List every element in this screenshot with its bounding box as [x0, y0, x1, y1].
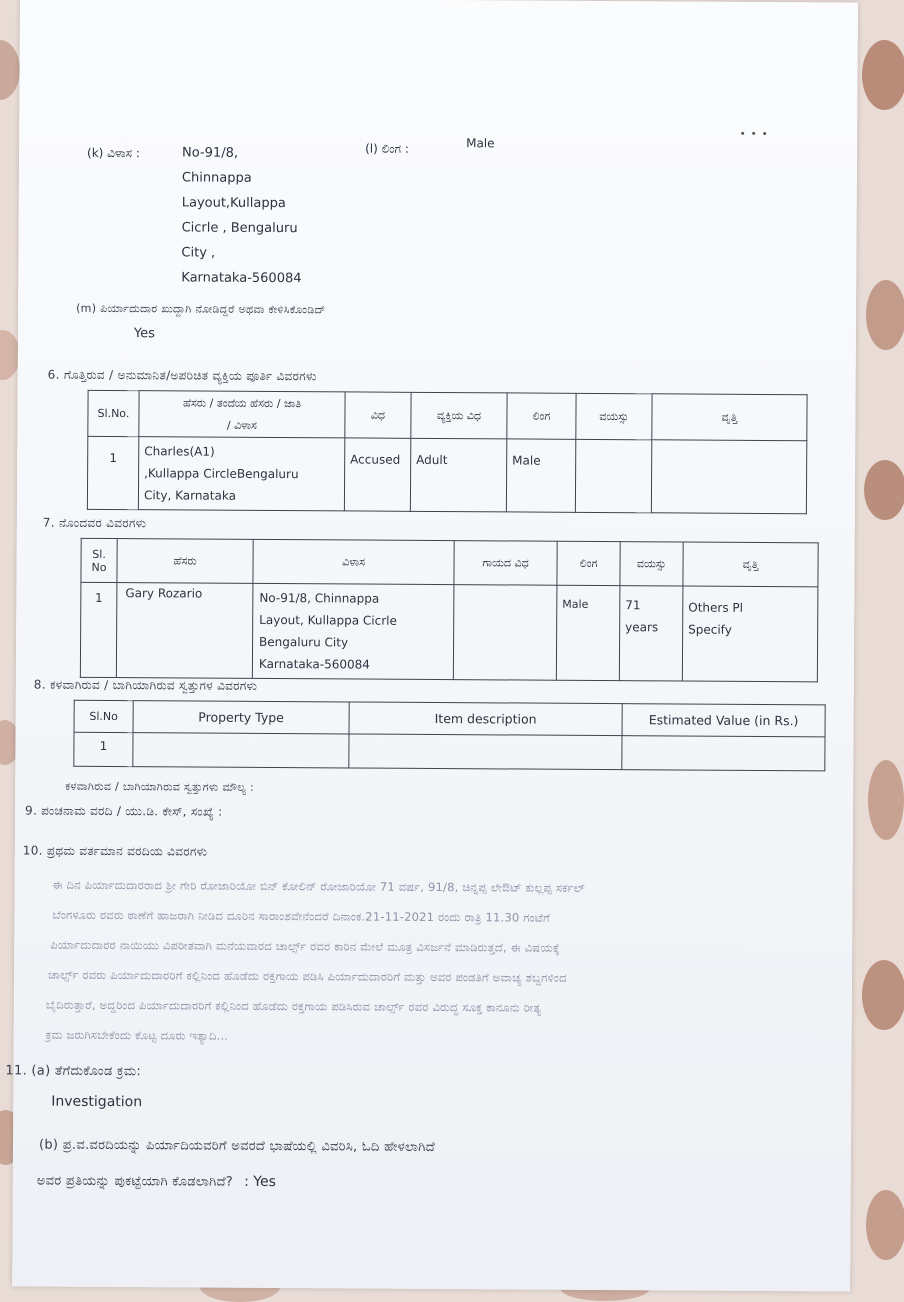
witness-question: (m) ಪಿರ್ಯಾದುದಾರ ಖುದ್ದಾಗಿ ನೋಡಿದ್ದರೆ ಅಥವಾ ಕೇಳಿಸಿಕೊಂಡಿದ್	[76, 301, 326, 317]
cell-name-line: ,Kullappa CircleBengaluru	[144, 466, 299, 482]
cell-age-line: years	[625, 620, 659, 635]
cell-gender: Male	[506, 439, 575, 512]
address-line: No-91/8,	[182, 145, 239, 161]
cell-occupation-line: Specify	[688, 622, 732, 637]
col-slno: Sl.No.	[88, 390, 139, 436]
section10-heading: 10. ಪ್ರಥಮ ವರ್ತಮಾನ ವರದಿಯ ವಿವರಗಳು	[22, 843, 208, 859]
address-line: Chinnappa	[181, 170, 252, 186]
cell-injury	[453, 585, 557, 681]
col-slno-line2: No	[91, 560, 107, 574]
section7-heading: 7. ನೊಂದವರ ವಿವರಗಳು	[42, 515, 147, 531]
col-age: ವಯಸ್ಸು	[620, 542, 683, 586]
gender-value: Male	[466, 136, 495, 151]
property-total-label: ಕಳವಾಗಿರುವ / ಬಾಗಿಯಾಗಿರುವ ಸ್ವತ್ತುಗಳು ಮೌಲ್ಯ :	[65, 779, 255, 794]
cell-age	[575, 439, 651, 512]
cell-slno: 1	[74, 732, 133, 766]
cell-age-line: 71	[625, 598, 641, 613]
cell-address-line: Layout, Kullappa Cicrle	[259, 612, 397, 628]
col-occupation: ವೃತ್ತಿ	[652, 394, 807, 441]
table-row	[87, 436, 806, 513]
fir-narrative-line: ಬೆಂಗಳೂರು ರವರು ಠಾಣೆಗೆ ಹಾಜರಾಗಿ ನೀಡಿದ ದೂರಿನ ಸಾರಾಂಶವೇನೆಂದರೆ ದಿನಾಂಕ.21-11-2021 ರಂದು ರಾತ್ರಿ 11.30 ಗಂಟೆಗೆ	[52, 907, 550, 925]
address-line: Cicrle , Bengaluru	[181, 220, 298, 237]
cell-item-description	[349, 734, 622, 770]
col-gender: ಲಿಂಗ	[507, 393, 576, 439]
cell-gender: Male	[556, 585, 620, 680]
cell-estimated-value	[622, 736, 825, 771]
speck-marks	[741, 120, 774, 139]
action-taken-value: Investigation	[51, 1093, 143, 1111]
cell-address	[252, 583, 454, 679]
col-name-line1: ಹೆಸರು / ತಂದೆಯ ಹೆಸರು / ಜಾತಿ	[182, 395, 302, 410]
address-block	[181, 140, 302, 291]
cell-name: Gary Rozario	[116, 583, 253, 679]
col-age: ವಯಸ್ಸು	[576, 393, 652, 439]
cell-address-line: Bengaluru City	[259, 634, 349, 650]
section11a-label: 11. (a) ತೆಗೆದುಕೊಂಡ ಕ್ರಮ:	[5, 1063, 142, 1080]
col-injury: ಗಾಯದ ವಿಧ	[454, 541, 557, 586]
property-table	[73, 700, 825, 772]
cell-property-type	[133, 733, 349, 768]
accused-table	[87, 390, 808, 514]
col-gender: ಲಿಂಗ	[557, 541, 620, 585]
cell-occupation-line: Others Pl	[688, 600, 744, 615]
cell-slno: 1	[80, 582, 117, 677]
fir-narrative-line: ಕ್ರಮ ಜರುಗಿಸಬೇಕೆಂದು ಕೊಟ್ಟ ದೂರು ಇತ್ಯಾದಿ...	[45, 1027, 229, 1043]
cell-name	[138, 437, 344, 511]
col-slno: Sl.No	[74, 700, 133, 732]
table-row	[80, 582, 818, 682]
address-line: City ,	[181, 245, 216, 261]
gender-label: (l) ಲಿಂಗ :	[365, 141, 409, 156]
col-name-line2: / ವಿಳಾಸ	[226, 418, 257, 432]
cell-name-line: City, Karnataka	[143, 488, 237, 503]
col-name: ಹೆಸರು	[117, 539, 253, 584]
fir-narrative-line: ಬೈದಿರುತ್ತಾರೆ, ಅದ್ದರಿಂದ ಪಿರ್ಯಾದುದಾರರಿಗೆ ಕಲ್ಲಿನಿಂದ ಹೊಡೆದು ರಕ್ತಗಾಯ ಪಡಿಸಿರುವ ಚಾರ್ಲ್ಸ್ ರವರ ವಿರುದ್ಧ ಸೂಕ್ತ ಕಾನೂನು ರೀತ್ಯ	[45, 997, 542, 1015]
col-address: ವಿಳಾಸ	[253, 539, 454, 584]
section11b-line2-wrap	[37, 1170, 276, 1190]
cell-occupation	[651, 440, 806, 514]
cell-name-line: Charles(A1)	[144, 444, 215, 459]
witness-answer: Yes	[133, 326, 156, 342]
section9-label: 9. ಪಂಚನಾಮ ವರದಿ / ಯು.ಡಿ. ಕೇಸ್, ಸಂಖ್ಯೆ :	[24, 803, 223, 819]
address-label: (k) ವಿಳಾಸ :	[87, 145, 140, 161]
col-estimated-value: Estimated Value (in Rs.)	[622, 704, 825, 737]
col-type: ವಿಧ	[345, 392, 411, 438]
fir-narrative-line: ಚಾರ್ಲ್ಸ್ ರವರು ಪಿರ್ಯಾದುದಾರರಿಗೆ ಕಲ್ಲಿನಿಂದ ಹೊಡೆದು ರಕ್ತಗಾಯ ಪಡಿಸಿ ಪಿರ್ಯಾದುದಾರರಿಗೆ ಮತ್ತು ಅವರ ಪಂಡತಿಗೆ ಅವಾಚ್ಯ ಶಬ್ದಗಳಿಂದ	[47, 967, 567, 985]
cell-age	[619, 586, 683, 681]
section6-heading: 6. ಗೊತ್ತಿರುವ / ಅನುಮಾನಿತ/ಅಪರಿಚಿತ ವ್ಯಕ್ತಿಯ ಪೂರ್ತಿ ವಿವರಗಳು	[47, 367, 317, 384]
section11b-line2: ಅವರ ಪ್ರತಿಯನ್ನು ಪುಕಟ್ಟೆಯಾಗಿ ಕೊಡಲಾಗಿದೆ?	[36, 1173, 234, 1190]
col-item-description: Item description	[349, 702, 622, 736]
address-line: Karnataka-560084	[181, 270, 302, 287]
document-page	[5, 0, 858, 1292]
address-line: Layout,Kullappa	[181, 195, 286, 212]
col-slno-line1: Sl.	[92, 547, 106, 561]
fir-narrative-line: ಈ ದಿನ ಪಿರ್ಯಾದುದಾರರಾದ ಶ್ರೀ ಗೇರಿ ರೋಜಾರಿಯೋ ಬಿನ್ ಕೋಲಿನ್ ರೋಜಾರಿಯೋ 71 ವರ್ಷ, 91/8, ಚಿನ್ನಪ್ಪ ಲೇಔಟ್ ಕುಲ್ಲಪ್ಪ ಸರ್ಕಲ್	[52, 877, 585, 895]
col-name	[139, 391, 345, 438]
cell-address-line: Karnataka-560084	[258, 656, 370, 672]
cell-slno: 1	[87, 436, 138, 509]
cell-person-type: Adult	[410, 438, 506, 512]
section8-heading: 8. ಕಳವಾಗಿರುವ / ಬಾಗಿಯಾಗಿರುವ ಸ್ವತ್ತುಗಳ ವಿವರಗಳು	[33, 677, 258, 693]
col-slno	[81, 538, 117, 582]
copy-given-answer: : Yes	[244, 1173, 276, 1191]
col-occupation: ವೃತ್ತಿ	[683, 542, 818, 587]
cell-type: Accused	[344, 438, 410, 511]
section11b-line1: (b) ಪ್ರ.ವ.ವರದಿಯನ್ನು ಪಿರ್ಯಾದಿಯವರಿಗೆ ಅವರದೆ ಭಾಷೆಯಲ್ಲಿ ವಿವರಿಸಿ, ಓದಿ ಹೇಳಲಾಗಿದೆ	[38, 1137, 436, 1155]
cell-occupation	[682, 586, 818, 682]
cell-address-line: No-91/8, Chinnappa	[259, 590, 380, 606]
col-property-type: Property Type	[133, 701, 349, 734]
table-row	[74, 732, 825, 771]
col-person-type: ವ್ಯಕ್ತಿಯ ವಿಧ	[411, 392, 507, 439]
fir-narrative-line: ಪಿರ್ಯಾದುದಾರರ ನಾಯಿಯು ವಿಪರೀತವಾಗಿ ಮನೆಯವಾರದ ಚಾರ್ಲ್ಸ್ ರವರ ಕಾರಿನ ಮೇಲೆ ಮೂತ್ರ ವಿಸರ್ಜನೆ ಮಾಡಿರುತ್ತದೆ, ಈ ವಿಷಯಕ್ಕೆ	[50, 937, 560, 955]
victim-table	[80, 538, 819, 683]
